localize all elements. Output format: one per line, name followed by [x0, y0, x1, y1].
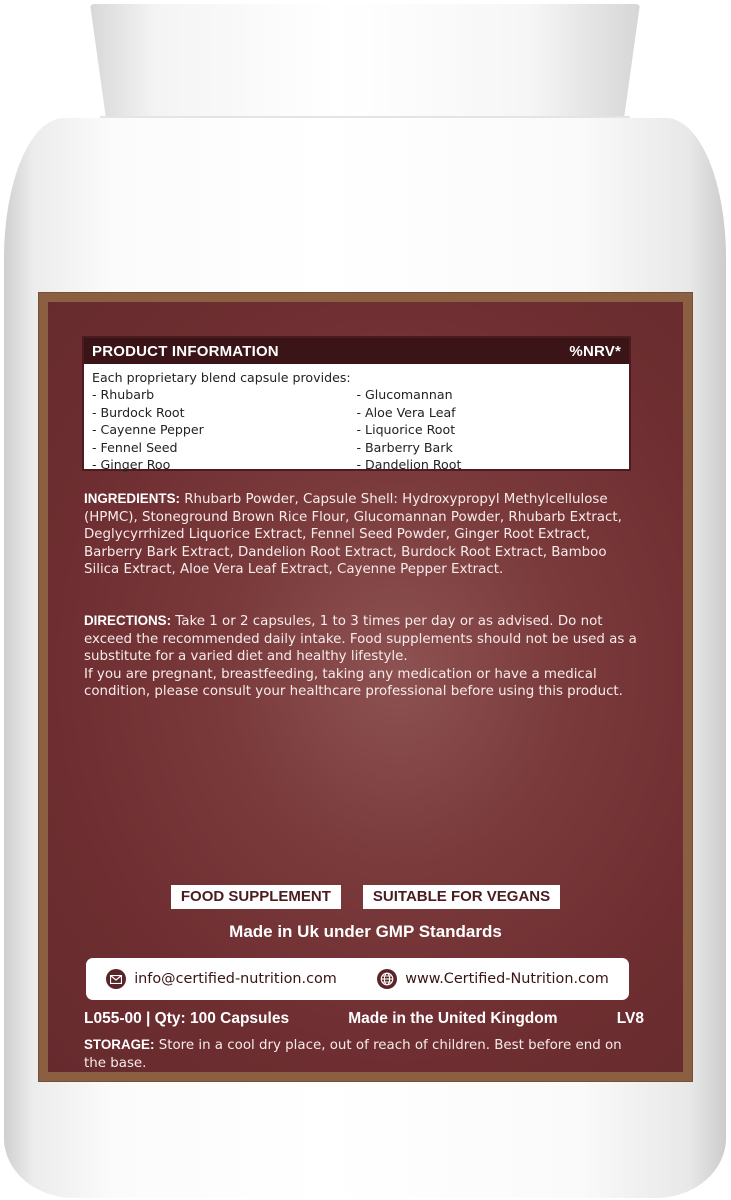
lot-line — [84, 1010, 644, 1028]
blend-item: - Cayenne Pepper — [92, 422, 204, 438]
blend-item: - Burdock Root — [92, 404, 185, 420]
product-information-body — [84, 364, 629, 473]
product-label — [38, 292, 693, 1082]
contact-email — [106, 969, 337, 989]
envelope-icon — [106, 969, 126, 989]
storage-label: STORAGE: — [84, 1037, 155, 1052]
lot-code: L055-00 | Qty: 100 Capsules — [84, 1010, 290, 1027]
gmp-statement: Made in Uk under GMP Standards — [229, 922, 502, 941]
ingredients-section — [84, 490, 644, 579]
blend-item: - Ginger Roo — [92, 457, 171, 473]
nrv-label: %NRV* — [569, 342, 621, 360]
batch-code: LV8 — [616, 1010, 644, 1027]
storage-text: Store in a cool dry place, out of reach of children. Best before end on the base. — [84, 1038, 622, 1071]
label-panel — [48, 302, 683, 1072]
globe-icon — [377, 969, 397, 989]
blend-item: - Liquorice Root — [356, 422, 456, 438]
blend-column-left — [92, 386, 357, 473]
ingredients-label: INGREDIENTS: — [84, 491, 180, 506]
blend-item: - Dandelion Root — [356, 457, 462, 473]
website-text: www.Certified-Nutrition.com — [405, 971, 609, 987]
bottle-cap — [90, 4, 640, 122]
contact-bar — [86, 958, 629, 1000]
directions-section — [84, 612, 644, 701]
product-information-header — [84, 338, 629, 364]
blend-item: - Rhubarb — [92, 387, 155, 403]
product-information-box — [82, 336, 631, 471]
blend-column-right — [357, 386, 622, 473]
blend-columns — [92, 386, 621, 473]
blend-item: - Aloe Vera Leaf — [356, 404, 456, 420]
email-text: info@certified-nutrition.com — [134, 971, 337, 987]
blend-intro: Each proprietary blend capsule provides: — [92, 370, 351, 385]
directions-label: DIRECTIONS: — [84, 613, 172, 628]
origin-text: Made in the United Kingdom — [348, 1010, 558, 1027]
blend-item: - Glucomannan — [356, 387, 453, 403]
badges-row — [48, 885, 683, 909]
storage-section — [84, 1036, 644, 1072]
blend-item: - Fennel Seed — [92, 439, 178, 455]
product-information-title: PRODUCT INFORMATION — [92, 342, 279, 360]
food-supplement-badge: FOOD SUPPLEMENT — [171, 885, 341, 909]
contact-website — [377, 969, 609, 989]
directions-text: Take 1 or 2 capsules, 1 to 3 times per day or as advised. Do not exceed the recommended daily intake. Food supplements should not be used as a substitute for a varied diet and healthy lifestyle. — [84, 614, 637, 665]
vegan-badge: SUITABLE FOR VEGANS — [363, 885, 560, 909]
directions-warning: If you are pregnant, breastfeeding, taking any medication or have a medical condition, please consult your healthcare professional before using this product. — [84, 666, 623, 700]
blend-item: - Barberry Bark — [356, 439, 453, 455]
ingredients-text: Rhubarb Powder, Capsule Shell: Hydroxypropyl Methylcellulose (HPMC), Stoneground Brown Rice Flour, Glucomannan Powder, Rhubarb Extract, Deglycyrrhized Liquorice Extract, Fennel Seed Powder, Ginger Root Extract, Barberry Bark Extract, Dandelion Root Extract, Burdock Root Extract, Bamboo Silica Extract, Aloe Vera Leaf Extract, Cayenne Pepper Extract. — [84, 492, 622, 578]
